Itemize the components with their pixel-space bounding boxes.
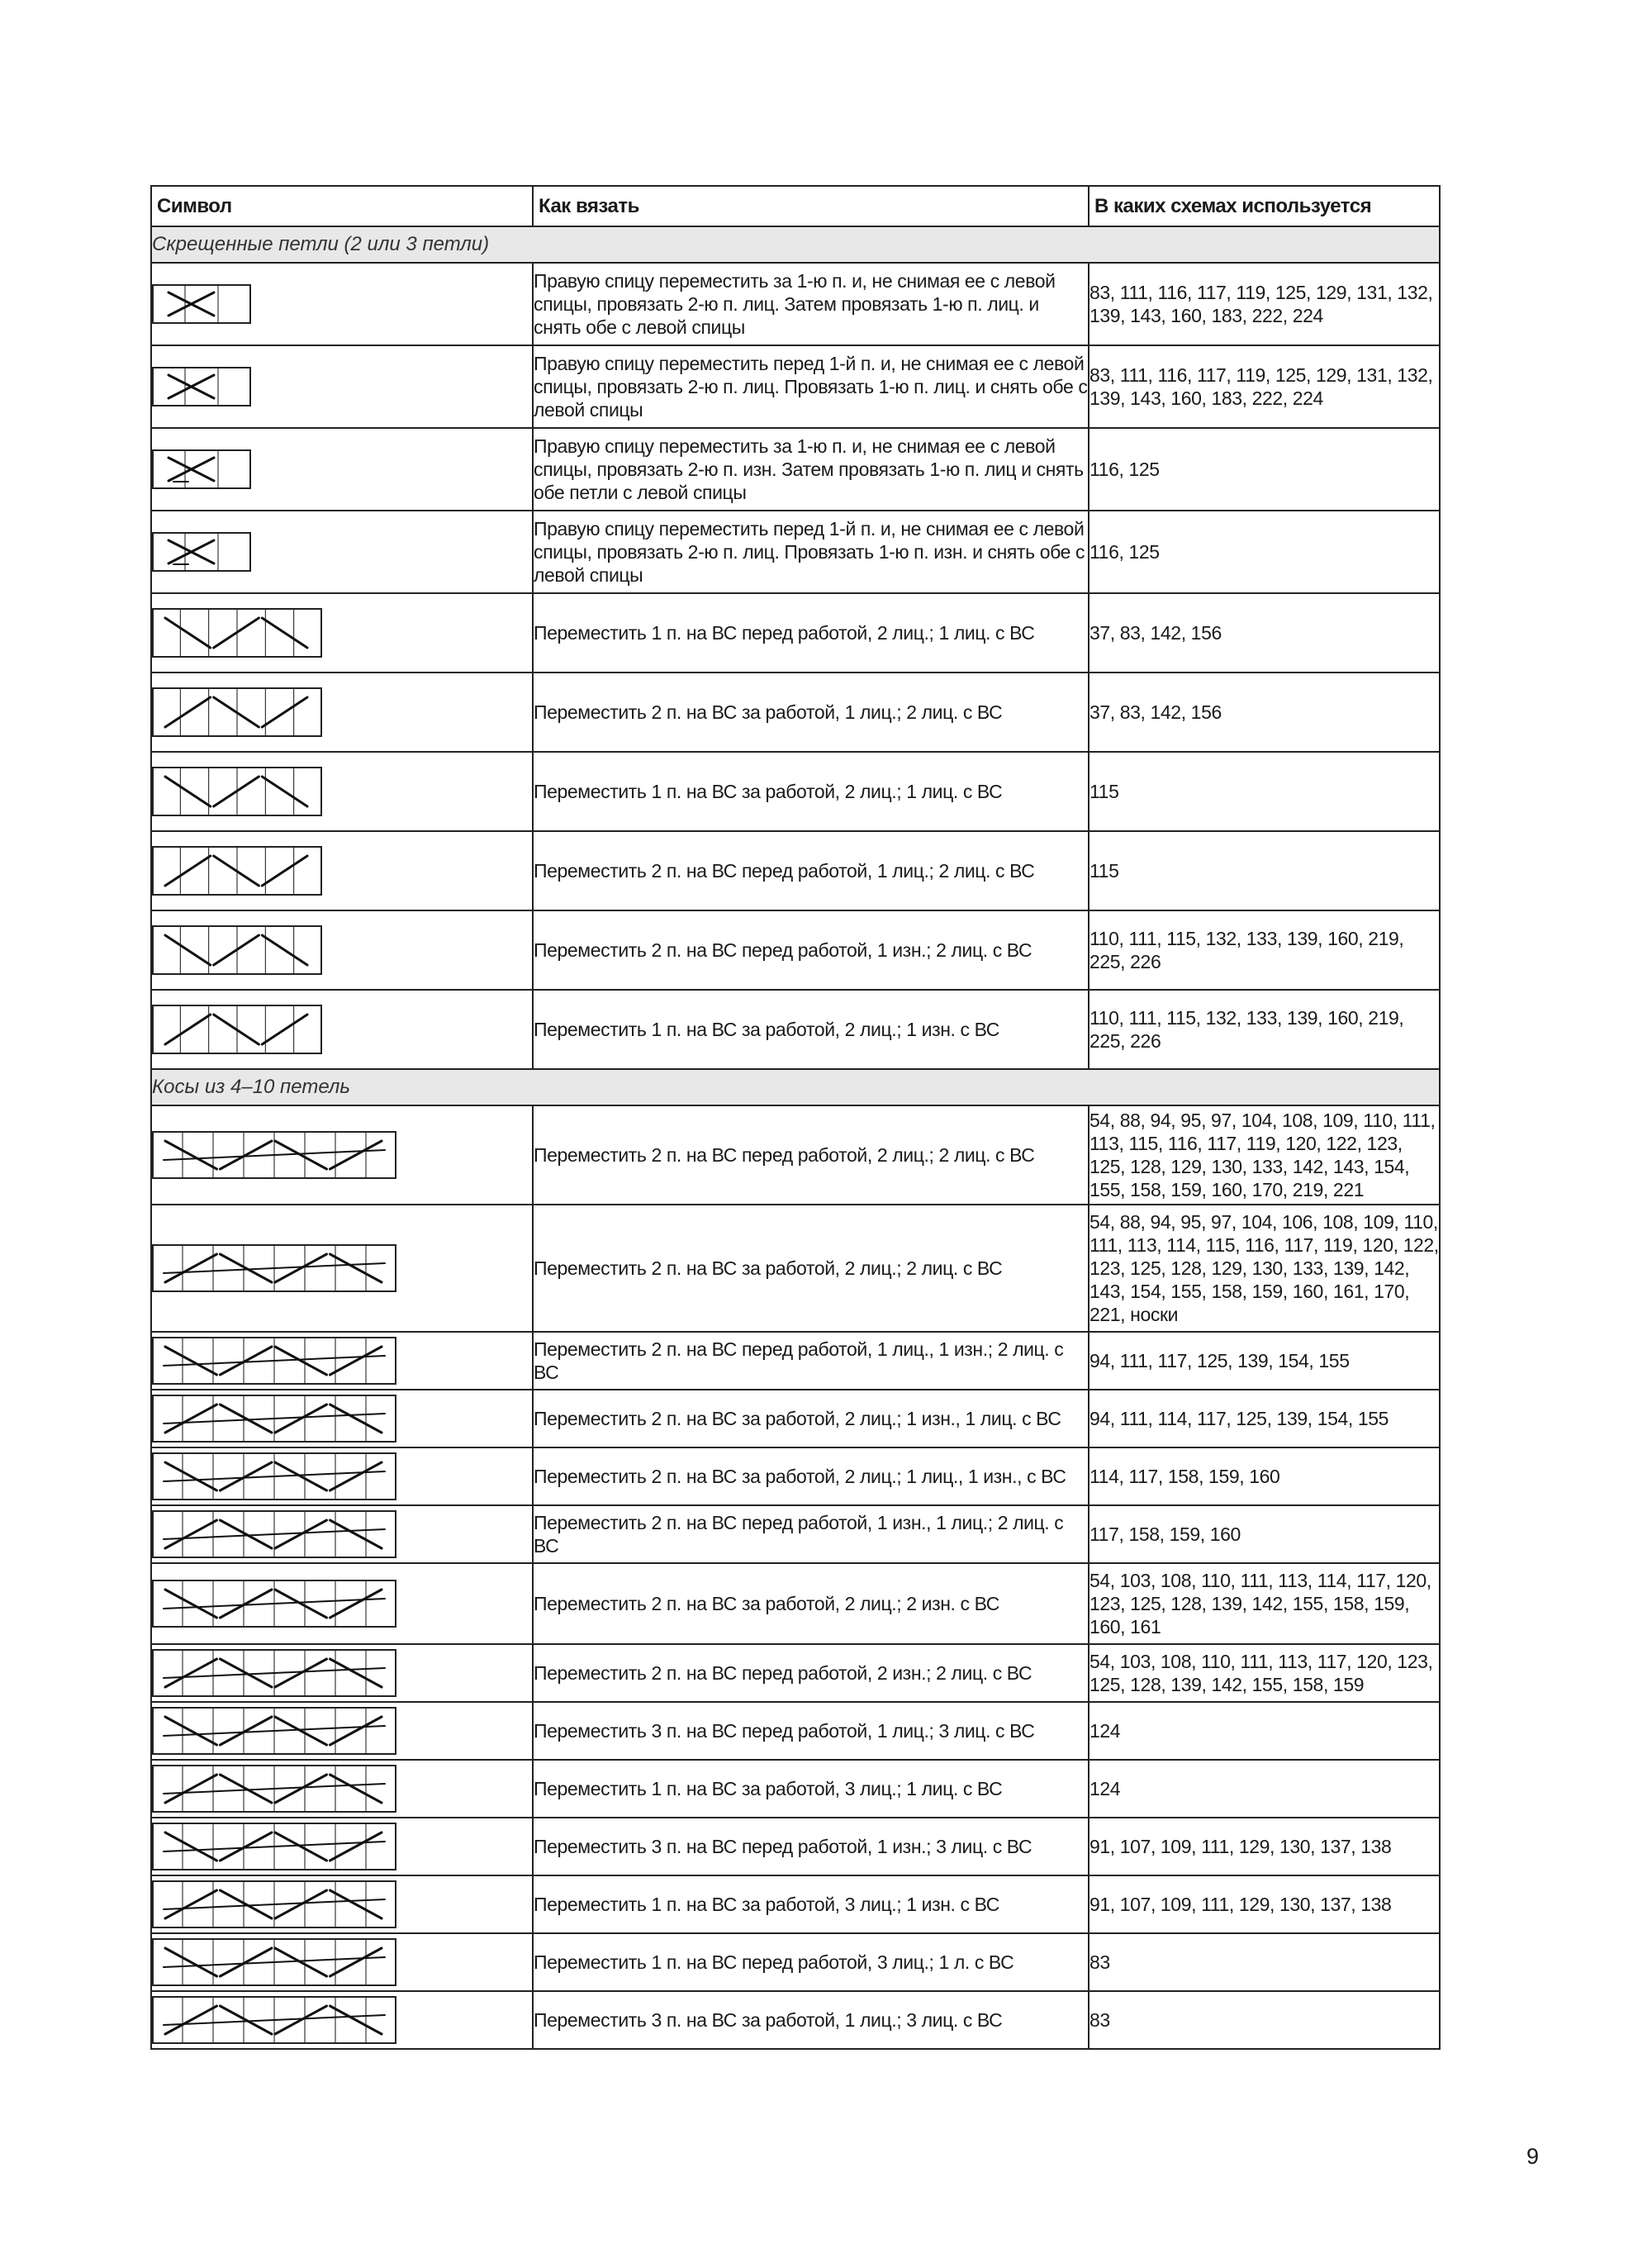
how-to-knit-text: Правую спицу переместить перед 1-й п. и, не снимая ее с левой спицы, провязать 2-ю п. лиц. Провязать 1-ю п. изн. и снять обе с левой спицы bbox=[533, 511, 1089, 593]
used-in-charts-text: 116, 125 bbox=[1089, 428, 1440, 511]
how-to-knit-text: Переместить 2 п. на ВС перед работой, 1 лиц.; 2 лиц. с ВС bbox=[533, 831, 1089, 910]
table-row bbox=[151, 1563, 1440, 1644]
symbol-cell bbox=[151, 1760, 533, 1818]
used-in-charts-text: 116, 125 bbox=[1089, 511, 1440, 593]
used-in-charts-text: 83, 111, 116, 117, 119, 125, 129, 131, 132, 139, 143, 160, 183, 222, 224 bbox=[1089, 345, 1440, 428]
how-to-knit-text: Переместить 2 п. на ВС за работой, 1 лиц.; 2 лиц. с ВС bbox=[533, 673, 1089, 752]
cable-1-2-back-icon bbox=[152, 767, 532, 816]
table-row bbox=[151, 910, 1440, 990]
used-in-charts-text: 117, 158, 159, 160 bbox=[1089, 1505, 1440, 1563]
cable-2-1-front-purl-icon bbox=[152, 925, 532, 975]
symbol-cell bbox=[151, 1505, 533, 1563]
cable-2-1-back-icon bbox=[152, 687, 532, 737]
symbol-cell bbox=[151, 1205, 533, 1332]
used-in-charts-text: 94, 111, 117, 125, 139, 154, 155 bbox=[1089, 1332, 1440, 1390]
table-body bbox=[151, 226, 1440, 2049]
cable-2-2-front-var2-icon bbox=[152, 1510, 532, 1558]
how-to-knit-text: Правую спицу переместить за 1-ю п. и, не снимая ее с левой спицы, провязать 2-ю п. изн. Затем провязать 1-ю п. лиц и снять обе петли с левой спицы bbox=[533, 428, 1089, 511]
how-to-knit-text: Правую спицу переместить перед 1-й п. и, не снимая ее с левой спицы, провязать 2-ю п. лиц. Провязать 1-ю п. лиц. и снять обе с левой спицы bbox=[533, 345, 1089, 428]
how-to-knit-text: Переместить 3 п. на ВС перед работой, 1 изн.; 3 лиц. с ВС bbox=[533, 1818, 1089, 1875]
table-row bbox=[151, 1205, 1440, 1332]
section-title: Косы из 4–10 петель bbox=[151, 1069, 1440, 1105]
table-row bbox=[151, 1505, 1440, 1563]
header-used: В каких схемах используется bbox=[1089, 186, 1440, 226]
how-to-knit-text: Переместить 1 п. на ВС за работой, 2 лиц.; 1 изн. с ВС bbox=[533, 990, 1089, 1069]
symbol-cell bbox=[151, 831, 533, 910]
symbol-cell bbox=[151, 1933, 533, 1991]
symbol-cell bbox=[151, 1702, 533, 1760]
cable-2-2-front-var1-icon bbox=[152, 1337, 532, 1385]
how-to-knit-text: Переместить 1 п. на ВС перед работой, 2 лиц.; 1 лиц. с ВС bbox=[533, 593, 1089, 673]
how-to-knit-text: Переместить 3 п. на ВС за работой, 1 лиц.; 3 лиц. с ВС bbox=[533, 1991, 1089, 2049]
symbol-cell bbox=[151, 1991, 533, 2049]
table-row bbox=[151, 263, 1440, 345]
used-in-charts-text: 91, 107, 109, 111, 129, 130, 137, 138 bbox=[1089, 1875, 1440, 1933]
used-in-charts-text: 37, 83, 142, 156 bbox=[1089, 673, 1440, 752]
used-in-charts-text: 37, 83, 142, 156 bbox=[1089, 593, 1440, 673]
cross-2-right-icon bbox=[152, 284, 532, 324]
table-row bbox=[151, 1875, 1440, 1933]
how-to-knit-text: Переместить 2 п. на ВС перед работой, 2 изн.; 2 лиц. с ВС bbox=[533, 1644, 1089, 1702]
symbol-cell bbox=[151, 511, 533, 593]
cable-1-2-front-icon bbox=[152, 608, 532, 658]
used-in-charts-text: 124 bbox=[1089, 1702, 1440, 1760]
how-to-knit-text: Переместить 1 п. на ВС перед работой, 3 лиц.; 1 л. с ВС bbox=[533, 1933, 1089, 1991]
table-row bbox=[151, 1760, 1440, 1818]
symbol-cell bbox=[151, 1447, 533, 1505]
cable-2-1-front-icon bbox=[152, 846, 532, 896]
symbol-cell bbox=[151, 1644, 533, 1702]
cable-2-2-back-icon bbox=[152, 1244, 532, 1292]
table-row bbox=[151, 428, 1440, 511]
cable-2-2-front-purl-icon bbox=[152, 1649, 532, 1697]
how-to-knit-text: Переместить 2 п. на ВС за работой, 2 лиц.; 1 изн., 1 лиц. с ВС bbox=[533, 1390, 1089, 1447]
used-in-charts-text: 83 bbox=[1089, 1933, 1440, 1991]
cable-1-3-back-icon bbox=[152, 1765, 532, 1813]
how-to-knit-text: Переместить 1 п. на ВС за работой, 3 лиц.; 1 изн. с ВС bbox=[533, 1875, 1089, 1933]
symbol-cell bbox=[151, 1105, 533, 1205]
cable-2-2-back-var1-icon bbox=[152, 1395, 532, 1443]
section-title: Скрещенные петли (2 или 3 петли) bbox=[151, 226, 1440, 263]
table-row bbox=[151, 1933, 1440, 1991]
cable-3-1-front-purl-icon bbox=[152, 1823, 532, 1870]
symbol-cell bbox=[151, 910, 533, 990]
symbol-cell bbox=[151, 345, 533, 428]
how-to-knit-text: Переместить 2 п. на ВС перед работой, 1 изн.; 2 лиц. с ВС bbox=[533, 910, 1089, 990]
symbol-cell bbox=[151, 593, 533, 673]
table-row bbox=[151, 1105, 1440, 1205]
used-in-charts-text: 115 bbox=[1089, 752, 1440, 831]
how-to-knit-text: Переместить 2 п. на ВС перед работой, 1 изн., 1 лиц.; 2 лиц. с ВС bbox=[533, 1505, 1089, 1563]
table-row bbox=[151, 990, 1440, 1069]
used-in-charts-text: 54, 103, 108, 110, 111, 113, 114, 117, 120, 123, 125, 128, 139, 142, 155, 158, 159, 160, 161 bbox=[1089, 1563, 1440, 1644]
used-in-charts-text: 83, 111, 116, 117, 119, 125, 129, 131, 132, 139, 143, 160, 183, 222, 224 bbox=[1089, 263, 1440, 345]
symbol-cell bbox=[151, 990, 533, 1069]
table-row bbox=[151, 1818, 1440, 1875]
cable-1-3-back-purl-icon bbox=[152, 1880, 532, 1928]
table-row bbox=[151, 1447, 1440, 1505]
used-in-charts-text: 110, 111, 115, 132, 133, 139, 160, 219, 225, 226 bbox=[1089, 910, 1440, 990]
header-symbol: Символ bbox=[151, 186, 533, 226]
table-row bbox=[151, 1390, 1440, 1447]
used-in-charts-text: 54, 88, 94, 95, 97, 104, 106, 108, 109, 110, 111, 113, 114, 115, 116, 117, 119, 120, 122, 123, 125, 128, 129, 130, 133, 139, 142, 143, 154, 155, 158, 159, 160, 161, 170, 221, носки bbox=[1089, 1205, 1440, 1332]
used-in-charts-text: 110, 111, 115, 132, 133, 139, 160, 219, 225, 226 bbox=[1089, 990, 1440, 1069]
used-in-charts-text: 83 bbox=[1089, 1991, 1440, 2049]
table-row bbox=[151, 345, 1440, 428]
table-row bbox=[151, 1702, 1440, 1760]
header-how: Как вязать bbox=[533, 186, 1089, 226]
used-in-charts-text: 114, 117, 158, 159, 160 bbox=[1089, 1447, 1440, 1505]
how-to-knit-text: Переместить 2 п. на ВС за работой, 2 лиц.; 1 лиц., 1 изн., с ВС bbox=[533, 1447, 1089, 1505]
cross-2-left-icon bbox=[152, 367, 532, 406]
table-row bbox=[151, 831, 1440, 910]
used-in-charts-text: 115 bbox=[1089, 831, 1440, 910]
cable-2-2-front-icon bbox=[152, 1131, 532, 1179]
section-header bbox=[151, 1069, 1440, 1105]
symbol-cell bbox=[151, 1875, 533, 1933]
used-in-charts-text: 91, 107, 109, 111, 129, 130, 137, 138 bbox=[1089, 1818, 1440, 1875]
used-in-charts-text: 124 bbox=[1089, 1760, 1440, 1818]
how-to-knit-text: Переместить 1 п. на ВС за работой, 3 лиц.; 1 лиц. с ВС bbox=[533, 1760, 1089, 1818]
table-row bbox=[151, 1991, 1440, 2049]
page-number: 9 bbox=[1526, 2144, 1540, 2169]
symbol-cell bbox=[151, 673, 533, 752]
how-to-knit-text: Переместить 3 п. на ВС перед работой, 1 лиц.; 3 лиц. с ВС bbox=[533, 1702, 1089, 1760]
cross-2-left-purl-icon bbox=[152, 532, 532, 572]
symbol-cell bbox=[151, 1818, 533, 1875]
how-to-knit-text: Переместить 2 п. на ВС за работой, 2 лиц.; 2 изн. с ВС bbox=[533, 1563, 1089, 1644]
symbol-cell bbox=[151, 1390, 533, 1447]
symbol-cell bbox=[151, 428, 533, 511]
cross-2-right-purl-icon bbox=[152, 449, 532, 489]
cable-3-1-front-icon bbox=[152, 1707, 532, 1755]
how-to-knit-text: Правую спицу переместить за 1-ю п. и, не снимая ее с левой спицы, провязать 2-ю п. лиц. Затем провязать 1-ю п. лиц. и снять обе с левой спицы bbox=[533, 263, 1089, 345]
table-row bbox=[151, 593, 1440, 673]
table-row bbox=[151, 511, 1440, 593]
used-in-charts-text: 54, 88, 94, 95, 97, 104, 108, 109, 110, 111, 113, 115, 116, 117, 119, 120, 122, 123, 125, 128, 129, 130, 133, 142, 143, 154, 155, 158, 159, 160, 170, 219, 221 bbox=[1089, 1105, 1440, 1205]
symbol-cell bbox=[151, 263, 533, 345]
how-to-knit-text: Переместить 2 п. на ВС перед работой, 2 лиц.; 2 лиц. с ВС bbox=[533, 1105, 1089, 1205]
table-header-row bbox=[151, 186, 1440, 226]
table-row bbox=[151, 1644, 1440, 1702]
table-row bbox=[151, 673, 1440, 752]
cable-2-2-back-purl-icon bbox=[152, 1580, 532, 1628]
stitch-legend-table bbox=[150, 185, 1441, 2050]
symbol-cell bbox=[151, 752, 533, 831]
table-row bbox=[151, 1332, 1440, 1390]
section-header bbox=[151, 226, 1440, 263]
how-to-knit-text: Переместить 2 п. на ВС за работой, 2 лиц.; 2 лиц. с ВС bbox=[533, 1205, 1089, 1332]
symbol-cell bbox=[151, 1332, 533, 1390]
used-in-charts-text: 94, 111, 114, 117, 125, 139, 154, 155 bbox=[1089, 1390, 1440, 1447]
cable-2-2-back-var2-icon bbox=[152, 1452, 532, 1500]
cable-3-1-back-icon bbox=[152, 1996, 532, 2044]
symbol-cell bbox=[151, 1563, 533, 1644]
how-to-knit-text: Переместить 1 п. на ВС за работой, 2 лиц.; 1 лиц. с ВС bbox=[533, 752, 1089, 831]
cable-1-3-front-icon bbox=[152, 1938, 532, 1986]
table-row bbox=[151, 752, 1440, 831]
how-to-knit-text: Переместить 2 п. на ВС перед работой, 1 лиц., 1 изн.; 2 лиц. с ВС bbox=[533, 1332, 1089, 1390]
cable-1-2-back-purl-icon bbox=[152, 1005, 532, 1054]
used-in-charts-text: 54, 103, 108, 110, 111, 113, 117, 120, 123, 125, 128, 139, 142, 155, 158, 159 bbox=[1089, 1644, 1440, 1702]
